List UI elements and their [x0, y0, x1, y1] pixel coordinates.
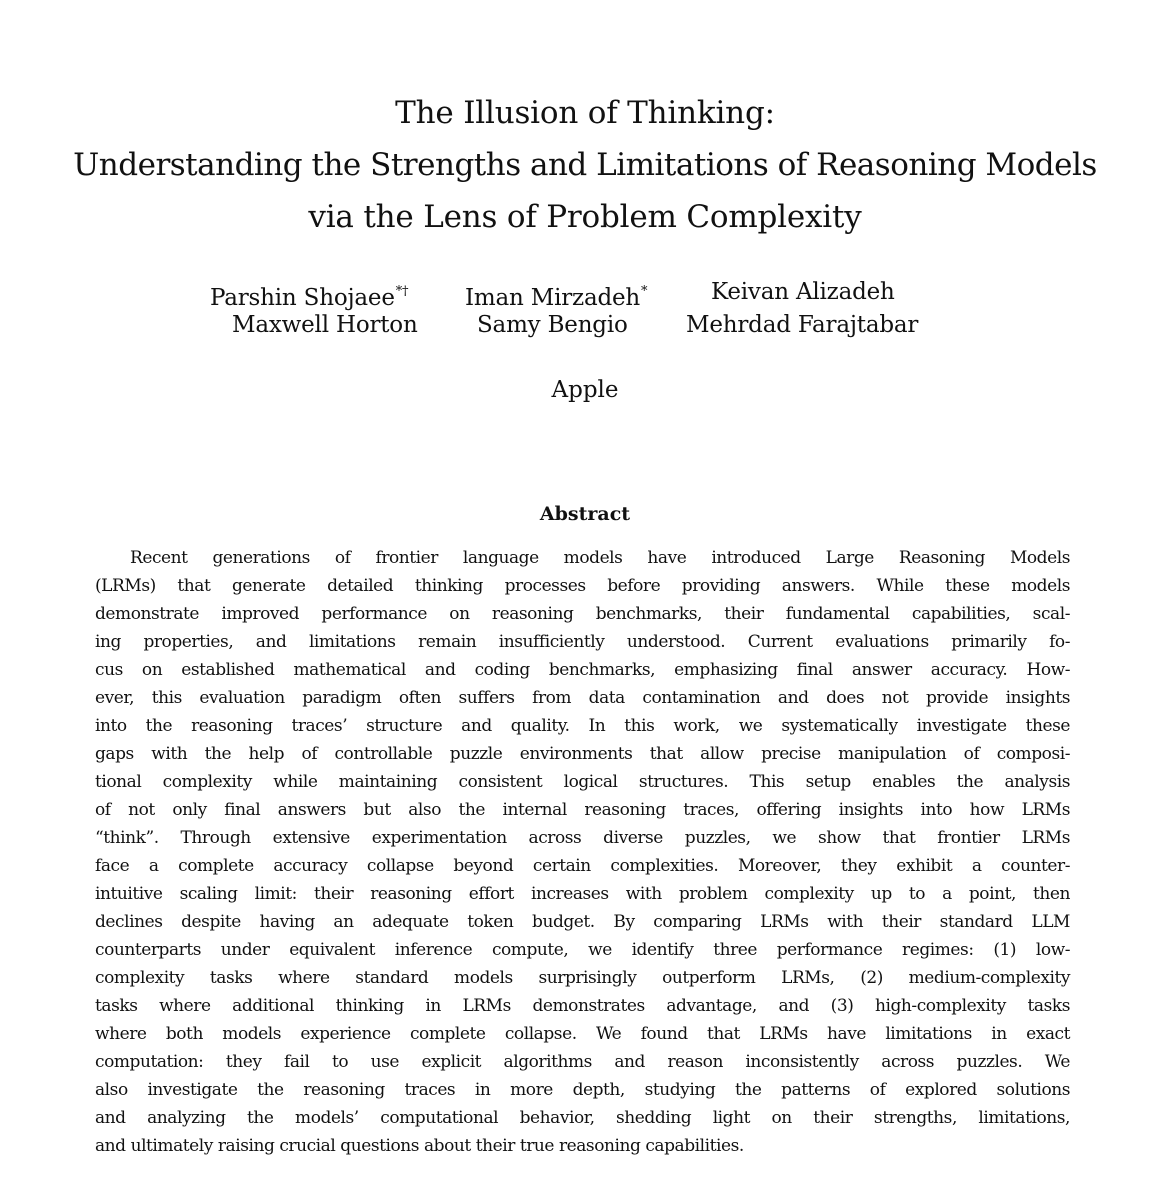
abstract-line: intuitive scaling limit: their reasoning effort increases with problem complexity up to a point, then — [95, 884, 1070, 904]
abstract-line: counterparts under equivalent inference compute, we identify three performance regimes: (1) low- — [95, 940, 1070, 960]
author-iman-mirzadeh — [465, 278, 647, 312]
title-line-2: Understanding the Strengths and Limitations of Reasoning Models — [73, 147, 1097, 183]
abstract-line: tional complexity while maintaining consistent logical structures. This setup enables the analysis — [95, 772, 1070, 792]
abstract-line: also investigate the reasoning traces in more depth, studying the patterns of explored solutions — [95, 1080, 1070, 1100]
abstract-line: into the reasoning traces’ structure and quality. In this work, we systematically investigate these — [95, 716, 1070, 736]
abstract-line: Recent generations of frontier language models have introduced Large Reasoning Models — [130, 548, 1070, 568]
abstract-line: declines despite having an adequate token budget. By comparing LRMs with their standard LLM — [95, 912, 1070, 932]
abstract-line: computation: they fail to use explicit algorithms and reason inconsistently across puzzles. We — [95, 1052, 1070, 1072]
abstract-line: of not only final answers but also the internal reasoning traces, offering insights into how LRMs — [95, 800, 1070, 820]
author-samy-bengio — [477, 311, 628, 339]
abstract-line: complexity tasks where standard models surprisingly outperform LRMs, (2) medium-complexity — [95, 968, 1070, 988]
abstract-line: “think”. Through extensive experimentation across diverse puzzles, we show that frontier LRMs — [95, 828, 1070, 848]
title-line-1: The Illusion of Thinking: — [395, 95, 775, 131]
author-keivan-alizadeh — [711, 278, 895, 306]
author-parshin-shojaee — [210, 278, 408, 312]
author-mehrdad-farajtabar — [686, 311, 918, 339]
abstract-line: ing properties, and limitations remain insufficiently understood. Current evaluations primarily fo- — [95, 632, 1070, 652]
affiliation: Apple — [551, 377, 619, 403]
author-name: Mehrdad Farajtabar — [686, 312, 919, 338]
author-name: Maxwell Horton — [232, 312, 418, 338]
abstract-line: ever, this evaluation paradigm often suffers from data contamination and does not provide insights — [95, 688, 1070, 708]
abstract-line: where both models experience complete collapse. We found that LRMs have limitations in exact — [95, 1024, 1070, 1044]
author-mark: *† — [395, 284, 409, 299]
author-name: Iman Mirzadeh — [465, 285, 641, 311]
abstract-heading: Abstract — [539, 503, 631, 525]
author-mark: * — [641, 284, 648, 299]
abstract-line: (LRMs) that generate detailed thinking processes before providing answers. While these models — [95, 576, 1070, 596]
abstract-line: face a complete accuracy collapse beyond certain complexities. Moreover, they exhibit a counter- — [95, 856, 1070, 876]
abstract-line: and analyzing the models’ computational behavior, shedding light on their strengths, limitations, — [95, 1108, 1070, 1128]
author-maxwell-horton — [232, 311, 418, 339]
abstract-line: tasks where additional thinking in LRMs demonstrates advantage, and (3) high-complexity tasks — [95, 996, 1070, 1016]
title-line-3: via the Lens of Problem Complexity — [308, 199, 862, 235]
abstract-line: demonstrate improved performance on reasoning benchmarks, their fundamental capabilities, scal- — [95, 604, 1070, 624]
author-name: Samy Bengio — [477, 312, 628, 338]
abstract-line: gaps with the help of controllable puzzle environments that allow precise manipulation of composi- — [95, 744, 1070, 764]
author-name: Keivan Alizadeh — [711, 279, 895, 305]
abstract-line: and ultimately raising crucial questions about their true reasoning capabilities. — [95, 1136, 744, 1156]
abstract-line: cus on established mathematical and coding benchmarks, emphasizing final answer accuracy. How- — [95, 660, 1070, 680]
author-name: Parshin Shojaee — [210, 285, 395, 311]
